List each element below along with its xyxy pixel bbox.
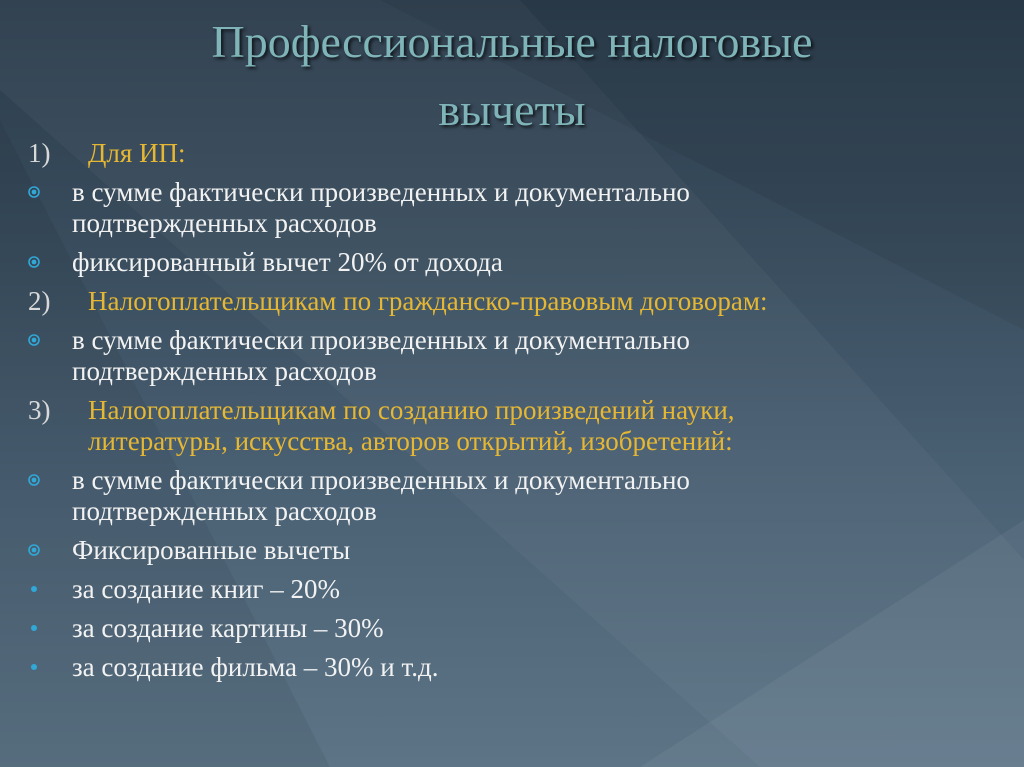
bullet-item	[28, 177, 1008, 239]
circle-bullet-icon	[28, 186, 40, 198]
item-text-line: за создание книг – 20%	[72, 574, 340, 604]
item-text-line: за создание картины – 30%	[72, 613, 384, 643]
circle-bullet-icon	[28, 334, 40, 346]
item-text-line: Фиксированные вычеты	[72, 535, 351, 565]
slide-title-line-1: Профессиональные налоговые	[211, 16, 813, 67]
dot-bullet-icon	[31, 625, 37, 631]
item-text-line: в сумме фактически произведенных и документально	[72, 325, 690, 355]
item-number: 1)	[28, 138, 51, 168]
item-text: Для ИП:	[88, 138, 186, 168]
item-text-line: фиксированный вычет 20% от дохода	[72, 247, 503, 277]
sub-bullet-item	[28, 613, 1008, 644]
slide-content	[28, 138, 1008, 691]
circle-bullet-icon	[28, 544, 40, 556]
item-text-line: за создание фильма – 30% и т.д.	[72, 652, 439, 682]
numbered-item-2	[28, 286, 1008, 317]
slide-title	[0, 8, 1024, 144]
sub-bullet-item	[28, 652, 1008, 683]
item-text-line: в сумме фактически произведенных и документально	[72, 465, 690, 495]
numbered-item-1	[28, 138, 1008, 169]
circle-bullet-icon	[28, 474, 40, 486]
item-text-line: Налогоплательщикам по созданию произведений науки,	[88, 395, 735, 425]
item-number: 3)	[28, 395, 51, 425]
item-number: 2)	[28, 286, 51, 316]
bullet-item	[28, 535, 1008, 566]
item-text-line: подтвержденных расходов	[72, 208, 377, 238]
item-text-line: литературы, искусства, авторов открытий, изобретений:	[88, 426, 733, 456]
slide-title-line-2: вычеты	[438, 84, 586, 135]
dot-bullet-icon	[31, 586, 37, 592]
item-text: Налогоплательщикам по гражданско-правовым договорам:	[88, 286, 768, 316]
circle-bullet-icon	[28, 256, 40, 268]
numbered-item-3	[28, 395, 1008, 457]
bullet-item	[28, 465, 1008, 527]
bullet-item	[28, 325, 1008, 387]
dot-bullet-icon	[31, 664, 37, 670]
item-text-line: подтвержденных расходов	[72, 496, 377, 526]
bullet-item	[28, 247, 1008, 278]
sub-bullet-item	[28, 574, 1008, 605]
item-text-line: в сумме фактически произведенных и документально	[72, 177, 690, 207]
item-text-line: подтвержденных расходов	[72, 356, 377, 386]
